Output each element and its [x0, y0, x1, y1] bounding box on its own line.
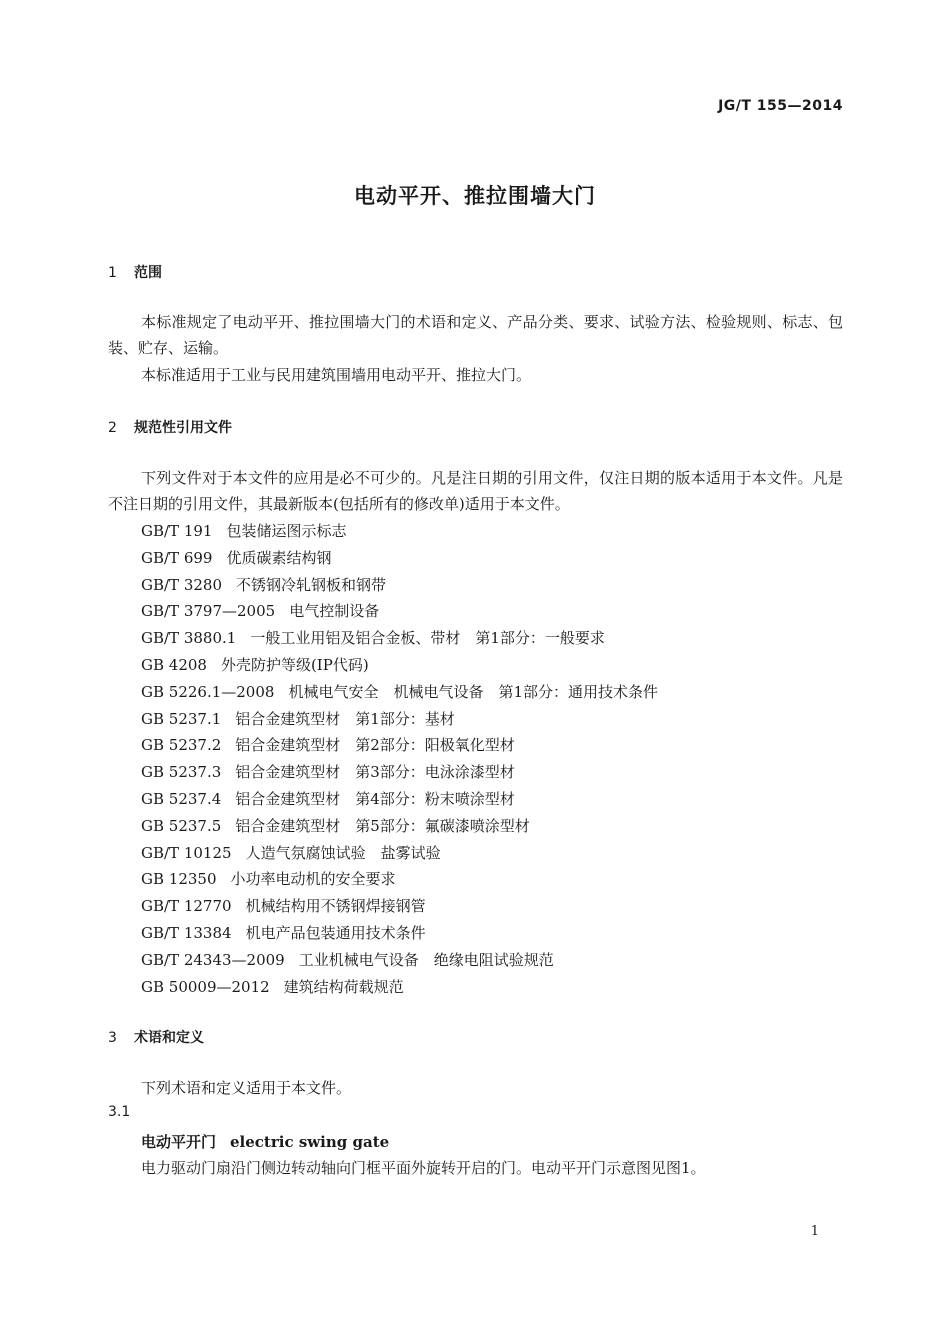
reference-code: GB/T 13384 [141, 923, 232, 942]
reference-item [141, 893, 658, 920]
section-heading-references [108, 417, 232, 437]
reference-title: 铝合金建筑型材 第2部分：阳极氧化型材 [235, 736, 515, 755]
reference-item [141, 545, 658, 572]
scope-paragraph-1: 本标准规定了电动平开、推拉围墙大门的术语和定义、产品分类、要求、试验方法、检验规则、标志、包装、贮存、运输。 [108, 313, 843, 357]
reference-title: 铝合金建筑型材 第3部分：电泳涂漆型材 [235, 763, 515, 782]
reference-title: 一般工业用铝及铝合金板、带材 第1部分：一般要求 [250, 629, 605, 648]
section-number: 2 [108, 420, 117, 436]
page-number: 1 [810, 1224, 819, 1239]
term-entry [141, 1131, 389, 1152]
document-title: 电动平开、推拉围墙大门 [354, 184, 596, 208]
section-title: 术语和定义 [134, 1030, 204, 1046]
reference-item [141, 786, 658, 813]
reference-code: GB 12350 [141, 870, 217, 889]
reference-code: GB/T 191 [141, 522, 213, 540]
reference-code: GB 5237.3 [141, 763, 222, 782]
reference-title: 机械结构用不锈钢焊接钢管 [245, 897, 426, 916]
standard-code: JG/T 155—2014 [718, 98, 843, 114]
reference-item [141, 866, 658, 893]
reference-item [141, 813, 658, 840]
reference-title: 机械电气安全 机械电气设备 第1部分：通用技术条件 [288, 682, 658, 701]
reference-title: 电气控制设备 [289, 602, 380, 621]
reference-code: GB/T 3880.1 [141, 629, 237, 648]
reference-code: GB/T 12770 [141, 897, 232, 916]
reference-title: 外壳防护等级(IP代码) [220, 655, 369, 674]
reference-item [141, 652, 658, 679]
reference-title: 包装储运图示标志 [226, 522, 347, 540]
section-heading-terms [108, 1027, 204, 1047]
reference-title: 建筑结构荷载规范 [283, 977, 404, 996]
reference-code: GB 5237.1 [141, 709, 222, 728]
reference-code: GB/T 699 [141, 548, 213, 567]
reference-code: GB 5237.5 [141, 816, 222, 835]
section-number: 3 [108, 1030, 117, 1046]
reference-item [141, 732, 658, 759]
reference-title: 优质碳素结构钢 [226, 548, 332, 567]
reference-code: GB/T 3280 [141, 575, 223, 594]
reference-item [141, 572, 658, 599]
reference-code: GB/T 10125 [141, 843, 232, 862]
reference-item [141, 679, 658, 706]
reference-title: 铝合金建筑型材 第1部分：基材 [235, 709, 455, 728]
reference-code: GB/T 3797—2005 [141, 602, 276, 621]
terms-intro: 下列术语和定义适用于本文件。 [141, 1079, 352, 1097]
reference-item [141, 920, 658, 947]
reference-item [141, 759, 658, 786]
reference-code: GB 5237.2 [141, 736, 222, 755]
references-intro: 下列文件对于本文件的应用是必不可少的。凡是注日期的引用文件，仅注日期的版本适用于本文件。凡是不注日期的引用文件，其最新版本(包括所有的修改单)适用于本文件。 [108, 469, 843, 513]
reference-item [141, 518, 658, 545]
clause-number: 3.1 [108, 1104, 131, 1120]
reference-title: 机电产品包装通用技术条件 [245, 923, 426, 942]
reference-code: GB 50009—2012 [141, 977, 270, 996]
term-definition: 电力驱动门扇沿门侧边转动轴向门框平面外旋转开启的门。电动平开门示意图见图1。 [141, 1159, 706, 1177]
reference-code: GB/T 24343—2009 [141, 950, 285, 969]
reference-title: 小功率电动机的安全要求 [230, 870, 396, 889]
reference-item [141, 974, 658, 1001]
scope-paragraph-2: 本标准适用于工业与民用建筑围墙用电动平开、推拉大门。 [141, 366, 532, 384]
reference-item [141, 947, 658, 974]
section-title: 范围 [134, 265, 162, 281]
term-chinese: 电动平开门 [141, 1133, 217, 1151]
reference-item [141, 598, 658, 625]
reference-title: 铝合金建筑型材 第4部分：粉末喷涂型材 [235, 789, 515, 808]
section-title: 规范性引用文件 [134, 420, 232, 436]
reference-title: 不锈钢冷轧钢板和钢带 [236, 575, 387, 594]
reference-code: GB 4208 [141, 655, 207, 674]
reference-item [141, 625, 658, 652]
reference-item [141, 840, 658, 867]
reference-list [141, 518, 658, 1000]
term-english: electric swing gate [230, 1133, 390, 1151]
reference-code: GB 5226.1—2008 [141, 682, 275, 701]
section-number: 1 [108, 265, 117, 281]
reference-code: GB 5237.4 [141, 789, 222, 808]
reference-item [141, 706, 658, 733]
reference-title: 工业机械电气设备 绝缘电阻试验规范 [298, 950, 554, 969]
reference-title: 人造气氛腐蚀试验 盐雾试验 [245, 843, 441, 862]
reference-title: 铝合金建筑型材 第5部分：氟碳漆喷涂型材 [235, 816, 530, 835]
section-heading-scope [108, 262, 162, 282]
